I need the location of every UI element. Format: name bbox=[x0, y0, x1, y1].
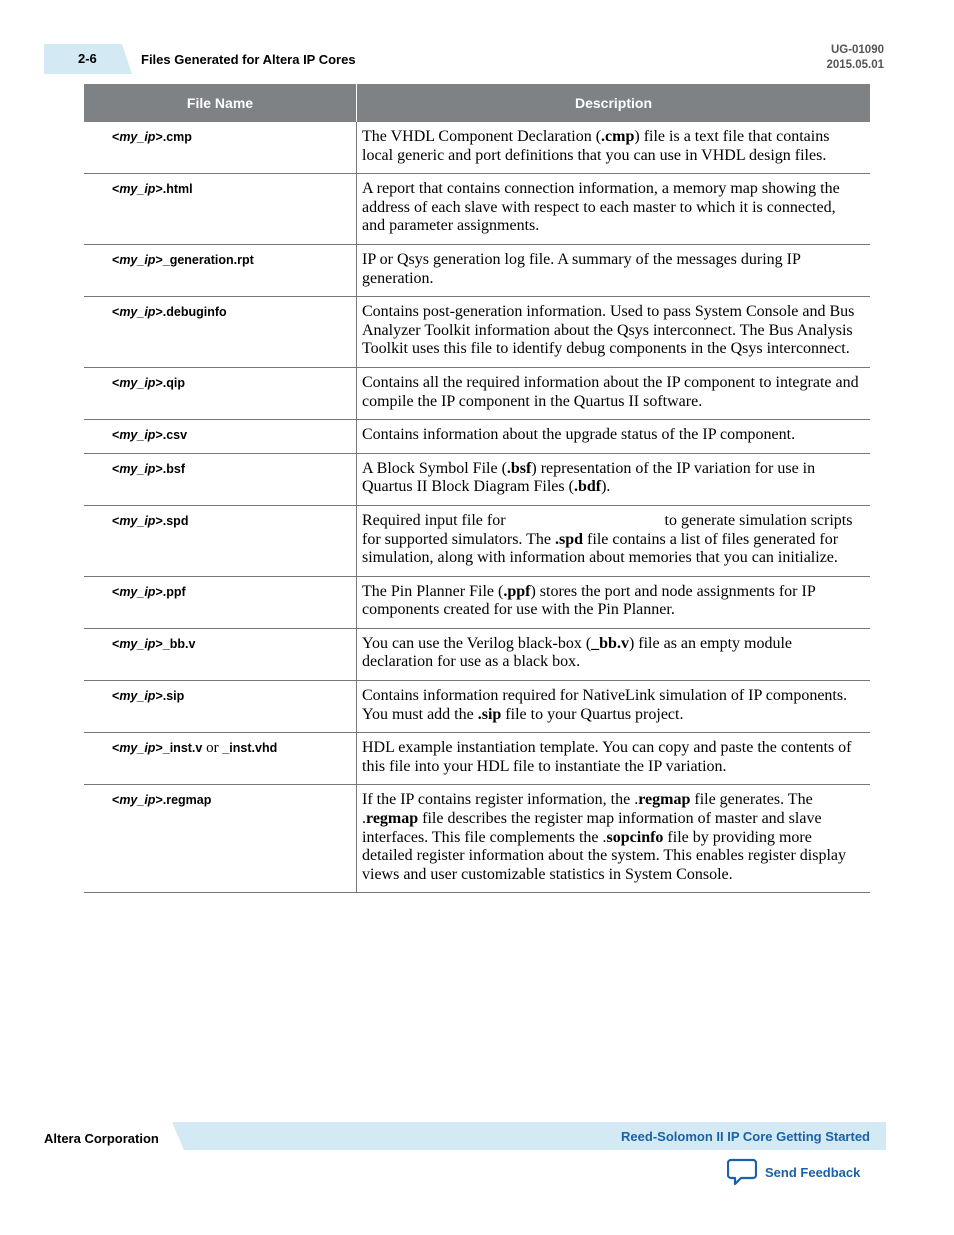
file-name-cell bbox=[84, 681, 357, 733]
file-name-cell bbox=[84, 576, 357, 628]
file-name-suffix: >.debuginfo bbox=[155, 305, 227, 320]
table-row bbox=[84, 681, 870, 733]
file-name-prefix: < bbox=[112, 584, 120, 599]
description-cell: Contains information about the upgrade status of the IP component. bbox=[357, 420, 871, 454]
file-name-cell bbox=[84, 367, 357, 419]
file-name-cell bbox=[84, 453, 357, 505]
file-name-prefix: < bbox=[112, 428, 120, 443]
file-name-prefix: < bbox=[112, 130, 120, 144]
file-name-variable: my_ip bbox=[119, 252, 156, 267]
file-name-prefix: < bbox=[112, 461, 120, 476]
file-name-suffix: >.bsf bbox=[155, 461, 185, 476]
footer-doc-title-link[interactable]: Reed-Solomon II IP Core Getting Started bbox=[621, 1129, 870, 1144]
file-name-suffix: >.sip bbox=[155, 689, 185, 704]
file-name-variable: my_ip bbox=[119, 584, 156, 599]
table-row bbox=[84, 122, 870, 174]
file-name-variable: my_ip bbox=[119, 689, 156, 704]
file-name-variable: my_ip bbox=[119, 513, 156, 528]
file-name-prefix: < bbox=[112, 252, 120, 267]
file-name-cell bbox=[84, 244, 357, 296]
table-row bbox=[84, 420, 870, 454]
file-name-suffix: >.cmp bbox=[155, 130, 192, 144]
file-name-variable: my_ip bbox=[119, 741, 156, 756]
table-row bbox=[84, 505, 870, 576]
file-name-variable: my_ip bbox=[119, 375, 156, 390]
file-name-prefix: < bbox=[112, 513, 120, 528]
file-name-suffix: >.regmap bbox=[155, 793, 212, 808]
table-row bbox=[84, 174, 870, 245]
table-row bbox=[84, 785, 870, 893]
description-cell: Contains post-generation information. Used to pass System Console and Bus Analyzer Toolkit information about the Qsys interconnect. The Bus Analysis Toolkit uses this file to identify debug components in the Qsys interconnect. bbox=[357, 297, 871, 368]
description-cell: HDL example instantiation template. You can copy and paste the contents of this file into your HDL file to instantiate the IP variation. bbox=[357, 733, 871, 785]
file-name-suffix: >_generation.rpt bbox=[155, 252, 254, 267]
file-name-suffix: >.csv bbox=[155, 428, 188, 443]
file-name-prefix: < bbox=[112, 636, 120, 651]
file-name-alternate: _inst.vhd bbox=[222, 741, 278, 756]
table-row bbox=[84, 453, 870, 505]
file-name-prefix: < bbox=[112, 375, 120, 390]
file-name-cell bbox=[84, 785, 357, 893]
table-header-row bbox=[84, 84, 870, 122]
table-row bbox=[84, 733, 870, 785]
description-cell: A Block Symbol File (.bsf) representation of the IP variation for use in Quartus II Block Diagram Files (.bdf). bbox=[357, 453, 871, 505]
file-name-variable: my_ip bbox=[119, 461, 156, 476]
file-name-variable: my_ip bbox=[119, 636, 156, 651]
description-cell: If the IP contains register information, the .regmap file generates. The .regmap file describes the register map information of master and slave interfaces. This file complements the .sopcinfo file by providing more detailed register information about the system. This enables register display views and user customizable statistics in System Console. bbox=[357, 785, 871, 893]
file-name-prefix: < bbox=[112, 741, 120, 756]
table-row bbox=[84, 244, 870, 296]
page-number: 2-6 bbox=[78, 51, 97, 66]
description-cell: Contains all the required information about the IP component to integrate and compile the IP component in the Quartus II software. bbox=[357, 367, 871, 419]
footer-company: Altera Corporation bbox=[44, 1131, 159, 1146]
file-name-variable: my_ip bbox=[119, 793, 156, 808]
file-name-cell bbox=[84, 174, 357, 245]
document-info bbox=[826, 43, 884, 73]
table-row bbox=[84, 297, 870, 368]
column-header-file-name: File Name bbox=[84, 84, 357, 122]
file-name-suffix: >_bb.v bbox=[155, 636, 196, 651]
file-name-variable: my_ip bbox=[119, 305, 156, 320]
file-name-variable: my_ip bbox=[119, 130, 156, 144]
description-cell: Required input file for to generate simulation scripts for supported simulators. The .spd file contains a list of files generated for simulation, along with information about memories that you can initialize. bbox=[357, 505, 871, 576]
file-name-suffix: >.html bbox=[155, 182, 193, 197]
file-name-cell bbox=[84, 628, 357, 680]
table-row bbox=[84, 628, 870, 680]
description-cell: You can use the Verilog black-box (_bb.v) file as an empty module declaration for use as a black box. bbox=[357, 628, 871, 680]
section-title: Files Generated for Altera IP Cores bbox=[141, 52, 356, 67]
speech-bubble-icon bbox=[727, 1158, 757, 1186]
column-header-description: Description bbox=[357, 84, 871, 122]
file-name-or: or bbox=[202, 740, 223, 757]
file-name-cell bbox=[84, 122, 357, 174]
file-name-suffix: >_inst.v bbox=[155, 741, 203, 756]
description-cell: IP or Qsys generation log file. A summary of the messages during IP generation. bbox=[357, 244, 871, 296]
file-name-suffix: >.ppf bbox=[155, 584, 186, 599]
description-cell: The VHDL Component Declaration (.cmp) file is a text file that contains local generic and port definitions that you can use in VHDL design files. bbox=[357, 122, 871, 174]
file-name-suffix: >.qip bbox=[155, 375, 185, 390]
file-name-prefix: < bbox=[112, 182, 120, 197]
file-name-prefix: < bbox=[112, 305, 120, 320]
description-cell: The Pin Planner File (.ppf) stores the port and node assignments for IP components created for use with the Pin Planner. bbox=[357, 576, 871, 628]
description-cell: Contains information required for NativeLink simulation of IP components. You must add the .sip file to your Quartus project. bbox=[357, 681, 871, 733]
generated-files-table bbox=[84, 84, 870, 893]
document-id: UG-01090 bbox=[830, 44, 884, 56]
file-name-prefix: < bbox=[112, 793, 120, 808]
file-name-variable: my_ip bbox=[119, 428, 156, 443]
table-row bbox=[84, 367, 870, 419]
send-feedback-link[interactable] bbox=[727, 1158, 860, 1186]
description-cell: A report that contains connection information, a memory map showing the address of each slave with respect to each master to which it is connected, and parameter assignments. bbox=[357, 174, 871, 245]
file-name-cell bbox=[84, 297, 357, 368]
file-name-cell bbox=[84, 505, 357, 576]
file-name-suffix: >.spd bbox=[155, 513, 189, 528]
file-name-cell bbox=[84, 420, 357, 454]
document-date: 2015.05.01 bbox=[826, 59, 884, 71]
table-row bbox=[84, 576, 870, 628]
file-name-variable: my_ip bbox=[119, 182, 156, 197]
file-name-prefix: < bbox=[112, 689, 120, 704]
send-feedback-label: Send Feedback bbox=[765, 1164, 861, 1180]
file-name-cell bbox=[84, 733, 357, 785]
